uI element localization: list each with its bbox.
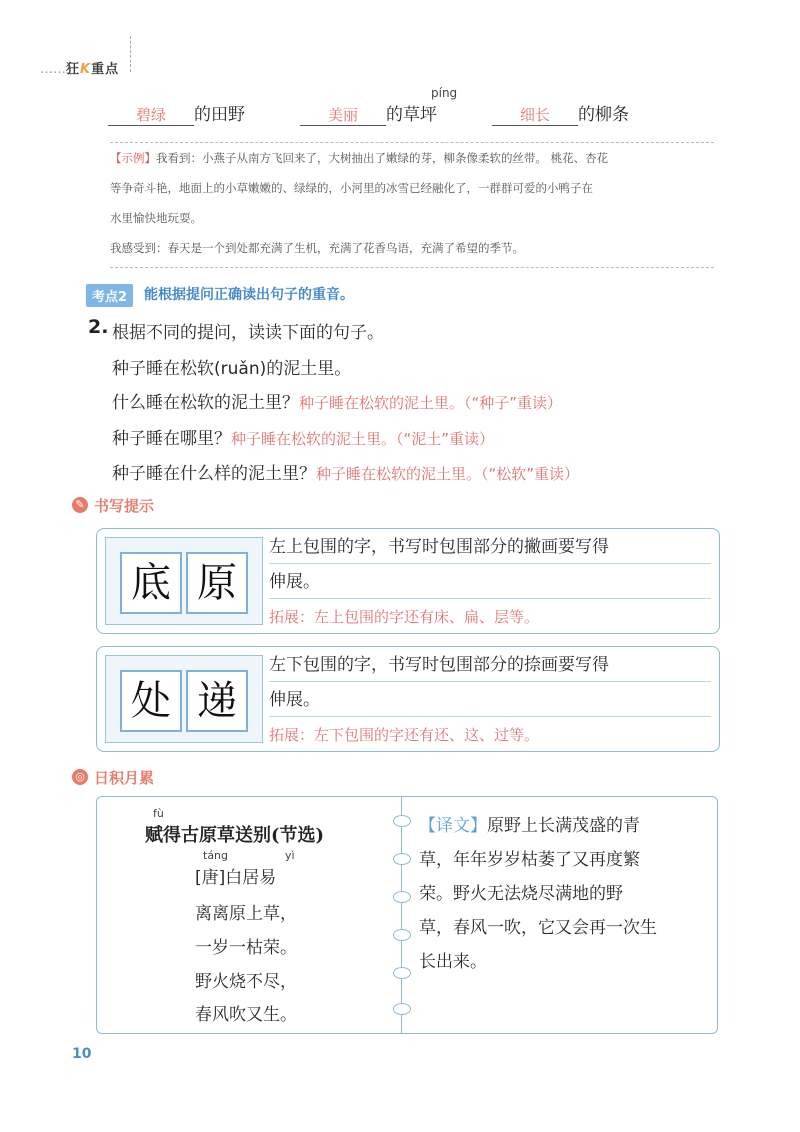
tip-line: 左下包围的字，书写时包围部分的捺画要写得: [269, 647, 711, 682]
fill-answer: 碧绿: [108, 104, 194, 126]
brand-logo: [40, 58, 119, 77]
header-divider: [130, 36, 132, 72]
writing-box-1: [96, 528, 720, 634]
binder-ring: [393, 1003, 411, 1015]
translation-line: 草，年年岁岁枯萎了又再度繁: [419, 850, 640, 870]
poem-card: [96, 796, 718, 1034]
logo-dots: ……: [40, 62, 66, 77]
riji-section-title: 日积月累: [94, 769, 155, 787]
fill-item-2: [300, 100, 437, 126]
binder-ring: [393, 967, 411, 979]
writing-box-2: [96, 646, 720, 752]
pinyin-annotation: fù: [153, 807, 164, 820]
translation-line: 荣。野火无法烧尽满地的野: [419, 884, 623, 904]
translation-text: 原野上长满茂盛的青: [487, 816, 640, 836]
pinyin-annotation: yì: [285, 849, 295, 862]
poem-line: 一岁一枯荣。: [195, 938, 297, 958]
tip-line: 左上包围的字，书写时包围部分的撇画要写得: [269, 529, 711, 564]
target-icon: ◎: [72, 769, 88, 785]
question-sentence: 种子睡在松软(ruǎn)的泥土里。: [112, 359, 352, 379]
translation-line: [419, 809, 703, 843]
example-line-2: 等争奇斗艳，地面上的小草嫩嫩的、绿绿的，小河里的冰雪已经融化了，一群群可爱的小鸭子在: [110, 181, 593, 195]
fill-text: 的草坪: [386, 105, 437, 125]
poem-line: 野火烧不尽，: [195, 972, 297, 992]
fill-item-3: [492, 100, 629, 126]
fill-answer: 美丽: [300, 104, 386, 126]
binder-ring: [393, 815, 411, 827]
qa-question: 种子睡在什么样的泥土里？: [112, 464, 316, 484]
binder-ring: [393, 891, 411, 903]
logo-prefix: 狂: [66, 62, 81, 77]
qa-row-2: [112, 424, 494, 449]
translation-tag: 【译文】: [419, 816, 487, 836]
pencil-icon: ✎: [72, 497, 88, 513]
qa-question: 什么睡在松软的泥土里？: [112, 393, 299, 413]
poem-author: [唐]白居易: [195, 868, 277, 888]
binder-ring: [393, 853, 411, 865]
binder-ring: [393, 929, 411, 941]
char-pane: [105, 655, 263, 743]
char-pane: [105, 537, 263, 625]
writing-tip: [269, 529, 711, 633]
fill-text: 的柳条: [578, 105, 629, 125]
example-box: [110, 142, 714, 268]
card-spine: [401, 797, 402, 1033]
fill-answer: 细长: [492, 104, 578, 126]
example-text: 我看到：小燕子从南方飞回来了，大树抽出了嫩绿的芽，柳条像柔软的丝带。 桃花、杏花: [156, 151, 609, 165]
poem-title: 赋得古原草送别(节选): [145, 825, 325, 846]
writing-tip: [269, 647, 711, 751]
logo-suffix: 重点: [91, 62, 120, 77]
example-line-3: 水里愉快地玩耍。: [110, 211, 202, 225]
question-prompt: 根据不同的提问，读读下面的句子。: [112, 323, 384, 343]
tip-line: 伸展。: [269, 564, 711, 599]
char-cell: 递: [186, 670, 248, 732]
tip-extension: 拓展：左上包围的字还有床、扁、层等。: [269, 608, 540, 626]
tip-extension: 拓展：左下包围的字还有还、这、过等。: [269, 726, 540, 744]
pinyin-annotation: píng: [431, 86, 458, 100]
char-cell: 原: [186, 552, 248, 614]
translation-line: 草，春风一吹，它又会再一次生: [419, 918, 657, 938]
logo-accent: K: [80, 62, 92, 77]
qa-row-3: [112, 459, 579, 484]
qa-answer: 种子睡在松软的泥土里。（“种子”重读）: [299, 394, 563, 412]
kaodian-tag: 考点2: [86, 284, 133, 307]
poem-translation: [419, 809, 703, 979]
qa-row-1: [112, 388, 562, 413]
qa-question: 种子睡在哪里？: [112, 429, 231, 449]
qa-answer: 种子睡在松软的泥土里。（“松软”重读）: [316, 465, 580, 483]
kaodian-text: 能根据提问正确读出句子的重音。: [144, 287, 354, 303]
poem-line: 春风吹又生。: [195, 1005, 297, 1025]
pinyin-annotation: táng: [203, 849, 229, 862]
question-number: 2.: [88, 316, 109, 338]
fill-item-1: [108, 100, 245, 126]
char-cell: 处: [120, 670, 182, 732]
translation-line: 长出来。: [419, 952, 487, 972]
qa-answer: 种子睡在松软的泥土里。（“泥土”重读）: [231, 430, 495, 448]
char-cell: 底: [120, 552, 182, 614]
poem-line: 离离原上草，: [195, 904, 297, 924]
writing-section-title: 书写提示: [94, 497, 155, 515]
example-tag: 【示例】: [110, 151, 156, 165]
tip-line: 伸展。: [269, 682, 711, 717]
fill-text: 的田野: [194, 105, 245, 125]
page-number: 10: [72, 1046, 92, 1062]
example-line-4: 我感受到：春天是一个到处都充满了生机，充满了花香鸟语，充满了希望的季节。: [110, 241, 524, 255]
example-line-1: [110, 143, 714, 173]
